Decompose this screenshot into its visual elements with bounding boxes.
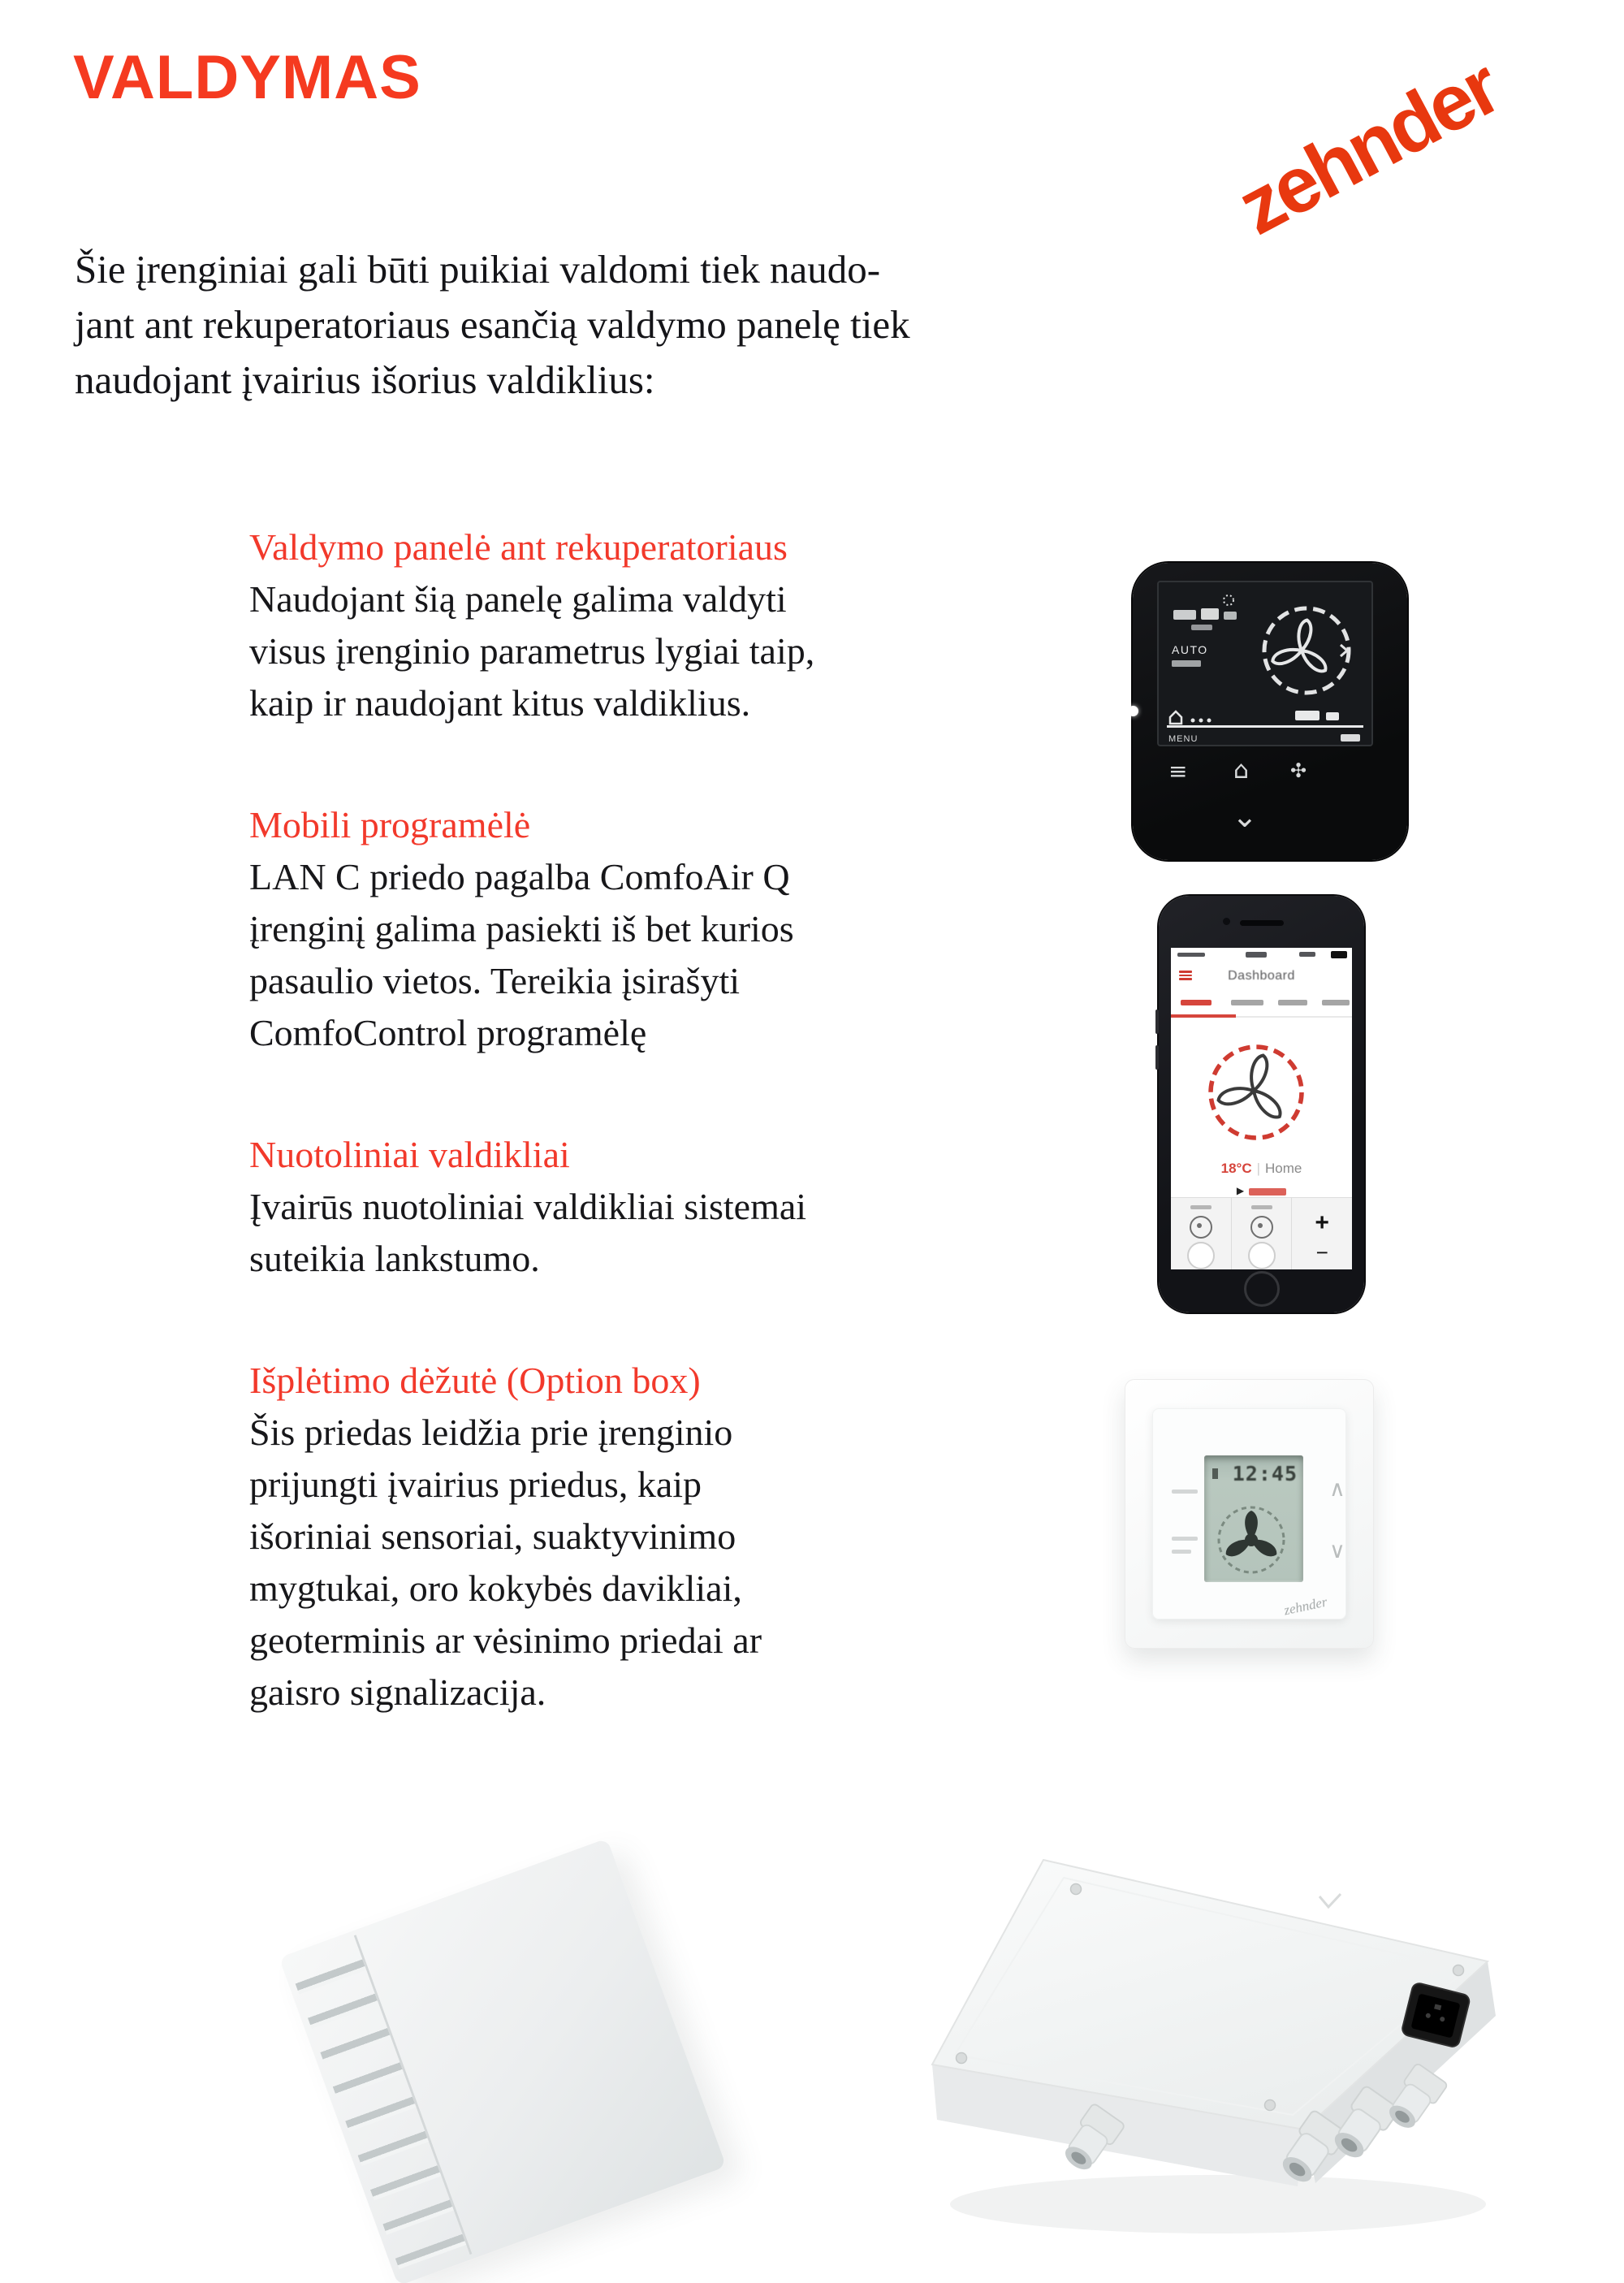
- up-arrow-button: ∧: [1329, 1477, 1345, 1502]
- section-line: pasaulio vietos. Tereikia įsirašyti: [249, 960, 741, 1001]
- section-line: visus įrenginio parametrus lygiai taip,: [249, 630, 815, 672]
- app-fan-graphic: [1171, 1023, 1352, 1161]
- control-label-placeholder: [1251, 1205, 1272, 1209]
- control-panel-screen: [1157, 581, 1373, 746]
- status-bar: [1171, 948, 1352, 961]
- section-line: ComfoControl programėlę: [249, 1012, 647, 1053]
- volume-button: [1155, 1010, 1159, 1034]
- down-key-icon: ⌄: [1232, 798, 1258, 834]
- fan-speed-column: [1292, 1198, 1352, 1269]
- section-heading: Nuotoliniai valdikliai: [249, 1134, 570, 1175]
- left-label-placeholder: [1172, 1550, 1191, 1554]
- option-box-image: [909, 1803, 1527, 2242]
- control-label-placeholder: [1190, 1205, 1212, 1209]
- fan-propeller-icon: [1271, 619, 1329, 675]
- app-header: [1171, 961, 1352, 992]
- menu-key-icon: ≡: [1168, 758, 1188, 785]
- zehnder-script-logo: zehnder: [1282, 1593, 1329, 1619]
- home-key-icon: ⌂: [1233, 756, 1250, 785]
- section-line: prijungti įvairius priedus, kaip: [249, 1464, 702, 1505]
- fan-key-icon: ✣: [1290, 759, 1307, 782]
- mode-label: Home: [1265, 1161, 1302, 1176]
- smartphone-image: [1159, 896, 1364, 1312]
- section-remote-controls: [249, 1129, 1142, 1285]
- section-line: kaip ir naudojant kitus valdiklius.: [249, 682, 751, 724]
- section-heading: Išplėtimo dėžutė (Option box): [249, 1360, 701, 1401]
- section-line: įrenginį galima pasiekti iš bet kurios: [249, 908, 794, 949]
- round-button: [1187, 1242, 1215, 1269]
- temperature-value: 18°C: [1220, 1161, 1252, 1176]
- tab: [1231, 1000, 1263, 1005]
- lcd-display: [1204, 1455, 1303, 1582]
- front-camera: [1223, 918, 1230, 925]
- control-column: [1171, 1198, 1232, 1269]
- section-line: suteikia lankstumo.: [249, 1238, 540, 1279]
- fan-propeller-icon: [1216, 1053, 1285, 1122]
- section-line: Įvairūs nuotoliniai valdikliai sistemai: [249, 1186, 807, 1227]
- left-label-placeholder: [1172, 1490, 1198, 1494]
- zehnder-logo-text: zehnder: [1224, 41, 1513, 252]
- section-mobile-app: [249, 799, 1142, 1059]
- section-line: LAN C priedo pagalba ComfoAir Q: [249, 856, 790, 897]
- auto-mode-label: AUTO: [1172, 643, 1208, 656]
- app-title: Dashboard: [1228, 969, 1295, 983]
- intro-paragraph: [75, 242, 910, 408]
- left-label-placeholder: [1172, 1537, 1198, 1541]
- wall-controller-image: [1125, 1379, 1374, 1649]
- menu-label: MENU: [1168, 734, 1199, 744]
- control-panel-image: [1133, 563, 1407, 860]
- co2-sensor-image: [279, 1838, 726, 2283]
- tab-active: [1181, 1000, 1212, 1005]
- fan-propeller-icon: [1223, 1511, 1280, 1560]
- led-indicator: [1128, 706, 1138, 716]
- lcd-fan-graphic: [1204, 1498, 1303, 1582]
- intro-line: naudojant įvairius išorius valdiklius:: [75, 357, 655, 402]
- round-button: [1248, 1242, 1276, 1269]
- page-title: VALDYMAS: [73, 43, 421, 112]
- section-heading: Valdymo panelė ant rekuperatoriaus: [249, 526, 788, 568]
- lcd-time: 12:45: [1232, 1462, 1298, 1485]
- boost-icon: [1190, 1216, 1212, 1239]
- intro-line: Šie įrenginiai gali būti puikiai valdomi tiek naudo-: [75, 247, 881, 292]
- tab: [1278, 1000, 1307, 1005]
- sections-column: [249, 521, 1142, 1788]
- temperature-row: 18°C | Home: [1220, 1161, 1302, 1176]
- section-heading: Mobili programėlė: [249, 804, 531, 845]
- battery-icon: [1331, 951, 1347, 958]
- section-line: geoterminis ar vėsinimo priedai ar: [249, 1619, 762, 1661]
- control-column: [1232, 1198, 1293, 1269]
- minus-button: −: [1315, 1240, 1328, 1265]
- plus-button: +: [1315, 1209, 1329, 1236]
- sensor-vent-louvers: [287, 1935, 472, 2279]
- control-panel-screen-graphics: [1159, 582, 1371, 745]
- phone-screen: [1171, 948, 1352, 1269]
- volume-button: [1155, 1045, 1159, 1070]
- intro-line: jant ant rekuperatoriaus esančią valdymo panelę tiek: [75, 302, 910, 347]
- earpiece: [1240, 920, 1284, 926]
- section-line: Šis priedas leidžia prie įrenginio: [249, 1412, 733, 1453]
- section-line: gaisro signalizacija.: [249, 1671, 546, 1713]
- tab: [1322, 1000, 1350, 1005]
- zehnder-logo: [1214, 15, 1624, 287]
- section-line: išoriniai sensoriai, suaktyvinimo: [249, 1516, 736, 1557]
- away-icon: [1250, 1216, 1273, 1239]
- home-icon: [1170, 711, 1181, 724]
- section-line: Naudojant šią panelę galima valdyti: [249, 578, 787, 620]
- section-option-box: [249, 1355, 1142, 1719]
- down-arrow-button: ∨: [1329, 1538, 1345, 1563]
- active-tab-underline: [1171, 1014, 1236, 1018]
- section-line: mygtukai, oro kokybės davikliai,: [249, 1567, 742, 1609]
- app-tabs: [1171, 992, 1352, 1018]
- schedule-text-placeholder: [1249, 1188, 1286, 1196]
- app-bottom-controls: [1171, 1197, 1352, 1269]
- schedule-row: [1171, 1185, 1352, 1197]
- wall-controller-plate: [1152, 1408, 1346, 1619]
- play-icon: ▶: [1236, 1185, 1245, 1196]
- section-control-panel: [249, 521, 1142, 729]
- home-button: [1244, 1271, 1280, 1307]
- lcd-symbol: [1212, 1468, 1218, 1479]
